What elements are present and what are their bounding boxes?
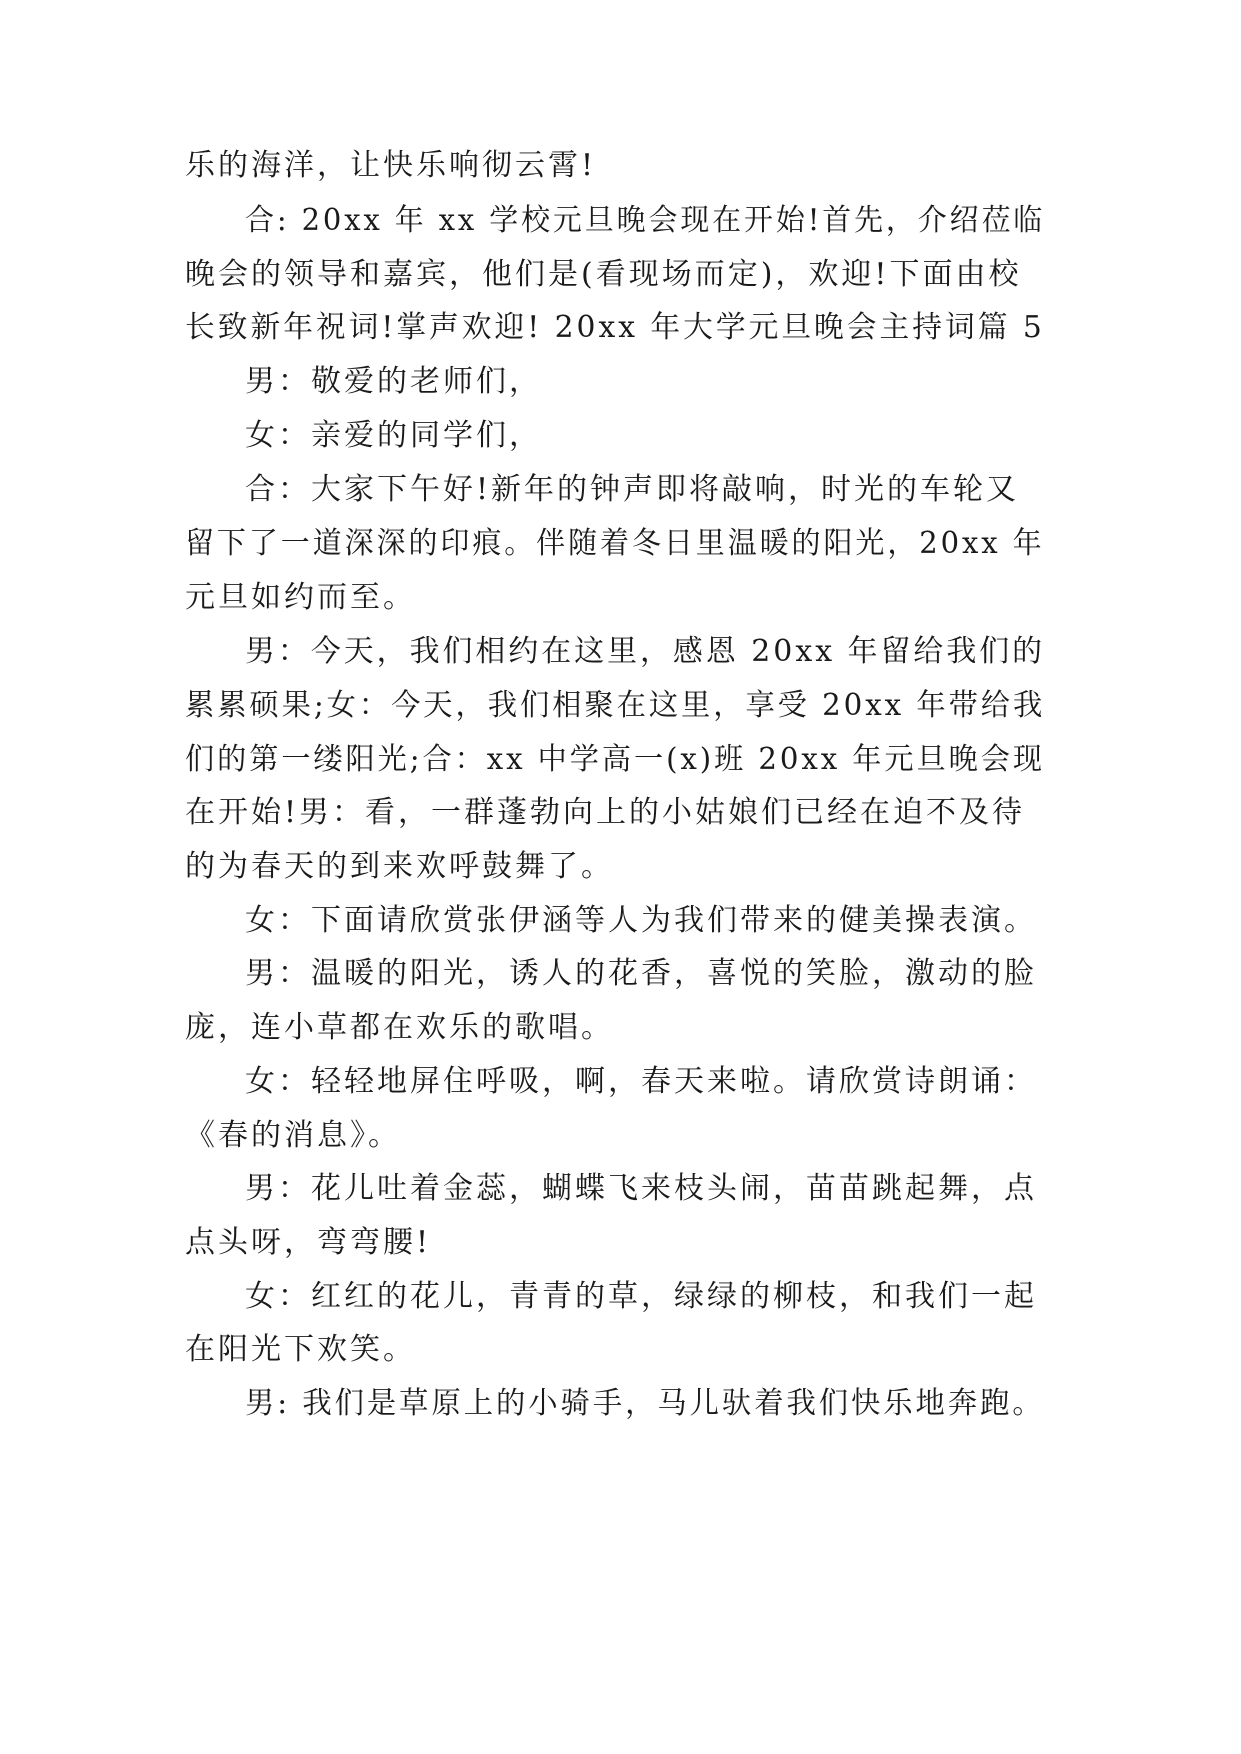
text-line: 们的第一缕阳光;合：xx 中学高一(x)班 20xx 年元旦晚会现 [185, 742, 1045, 777]
text-line: 累累硕果;女：今天，我们相聚在这里，享受 20xx 年带给我 [185, 688, 1046, 723]
text-line: 点头呀，弯弯腰! [185, 1225, 432, 1260]
text-line: 《春的消息》。 [185, 1118, 401, 1153]
text-line: 女：亲爱的同学们， [245, 418, 542, 453]
text-line: 在阳光下欢笑。 [185, 1332, 416, 1367]
text-line: 女：下面请欣赏张伊涵等人为我们带来的健美操表演。 [245, 903, 1037, 938]
text-line: 在开始!男：看，一群蓬勃向上的小姑娘们已经在迫不及待 [185, 795, 1026, 830]
text-line: 女：轻轻地屏住呼吸，啊，春天来啦。请欣赏诗朗诵： [245, 1064, 1037, 1099]
text-line: 庞，连小草都在欢乐的歌唱。 [185, 1010, 614, 1045]
text-line: 乐的海洋，让快乐响彻云霄! [185, 148, 597, 183]
text-line: 合: 20xx 年 xx 学校元旦晚会现在开始!首先，介绍莅临 [245, 203, 1046, 238]
text-line: 长致新年祝词!掌声欢迎! 20xx 年大学元旦晚会主持词篇 5 [185, 310, 1045, 345]
text-line: 留下了一道深深的印痕。伴随着冬日里温暖的阳光，20xx 年 [185, 526, 1045, 561]
text-line: 合：大家下午好!新年的钟声即将敲响，时光的车轮又 [245, 472, 1020, 507]
text-line: 的为春天的到来欢呼鼓舞了。 [185, 849, 614, 884]
text-line: 男: 我们是草原上的小骑手，马儿驮着我们快乐地奔跑。 [245, 1386, 1045, 1421]
text-line: 元旦如约而至。 [185, 580, 416, 615]
text-line: 女：红红的花儿，青青的草，绿绿的柳枝，和我们一起 [245, 1279, 1037, 1314]
text-line: 男：今天，我们相约在这里，感恩 20xx 年留给我们的 [245, 634, 1046, 669]
text-line: 男：花儿吐着金蕊，蝴蝶飞来枝头闹，苗苗跳起舞，点 [245, 1171, 1037, 1206]
text-line: 男：温暖的阳光，诱人的花香，喜悦的笑脸，激动的脸 [245, 956, 1037, 991]
text-line: 晚会的领导和嘉宾，他们是(看现场而定)，欢迎!下面由校 [185, 257, 1022, 292]
text-line: 男：敬爱的老师们， [245, 364, 542, 399]
